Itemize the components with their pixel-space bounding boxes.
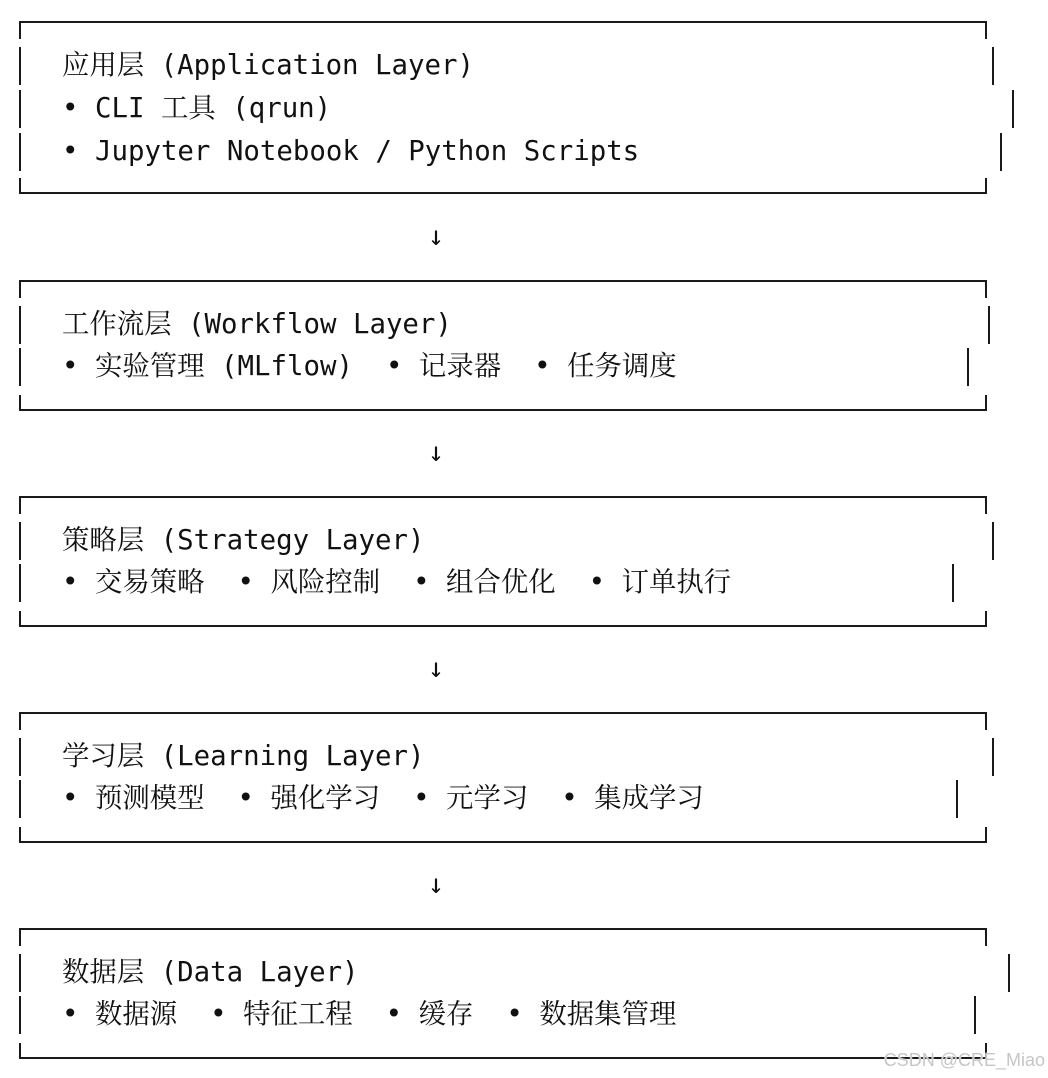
box-row [19, 89, 987, 129]
box-left-border [19, 306, 21, 344]
box-corner-bottom-right [985, 395, 987, 411]
box-corner-bottom-left [19, 1043, 21, 1059]
bullet-item [589, 567, 732, 598]
item-label: 数据集管理 [539, 999, 677, 1030]
bullet-item [534, 351, 677, 382]
bullet-item [62, 136, 639, 167]
box-row [19, 563, 987, 603]
bullet-row [62, 779, 704, 819]
box-corner-top-right [985, 712, 987, 730]
bullet-glyph: • [210, 999, 227, 1030]
box-corner-top-left [19, 928, 21, 946]
bullet-glyph: • [62, 93, 79, 124]
bullet-glyph: • [588, 567, 606, 598]
box-corner-bottom-left [19, 611, 21, 627]
box-corner-top-right [985, 280, 987, 298]
box-right-border [988, 306, 990, 344]
data-layer-title: 数据层 (Data Layer) [62, 957, 359, 988]
box-bottom-border [19, 192, 987, 194]
box-row [19, 46, 987, 86]
box-right-border [974, 996, 976, 1034]
bullet-item [62, 999, 177, 1030]
box-corner-top-right [985, 496, 987, 514]
application-layer-title: 应用层 (Application Layer) [62, 50, 474, 81]
bullet-glyph: • [62, 999, 79, 1030]
item-label: 风险控制 [270, 567, 381, 598]
box-left-border [19, 954, 21, 992]
bullet-glyph: • [385, 351, 403, 382]
box-left-border [19, 522, 21, 560]
box-corner-top-right [985, 21, 987, 39]
bullet-glyph: • [62, 783, 79, 814]
bullet-glyph: • [62, 351, 79, 382]
bullet-item [561, 783, 704, 814]
box-left-border [19, 90, 21, 128]
bullet-row [62, 132, 639, 172]
box-row [19, 521, 987, 561]
strategy-layer-box [19, 496, 987, 627]
box-left-border [19, 780, 21, 818]
box-right-border [967, 348, 969, 386]
application-layer-box [19, 21, 987, 194]
bullet-glyph: • [237, 783, 255, 814]
box-left-border [19, 47, 21, 85]
bullet-item [238, 567, 381, 598]
bullet-item [413, 783, 528, 814]
bullet-glyph: • [534, 351, 551, 382]
box-bottom-border [19, 409, 987, 411]
item-label: 组合优化 [446, 567, 556, 598]
item-label: 特征工程 [243, 999, 353, 1030]
box-right-border [992, 47, 994, 85]
box-row [19, 737, 987, 777]
box-top-border [19, 712, 987, 714]
box-corner-bottom-right [985, 611, 987, 627]
item-label: CLI 工具 (qrun) [94, 93, 332, 124]
box-bottom-border [19, 1057, 987, 1059]
learning-layer-title: 学习层 (Learning Layer) [62, 741, 425, 772]
box-right-border [956, 780, 958, 818]
item-label: 交易策略 [94, 567, 205, 598]
bullet-glyph: • [413, 783, 430, 814]
box-corner-top-right [985, 928, 987, 946]
bullet-item [506, 999, 676, 1030]
bullet-item [413, 567, 556, 598]
bullet-item [210, 999, 353, 1030]
box-right-border [1000, 133, 1002, 171]
box-bottom-border [19, 625, 987, 627]
box-row [19, 779, 987, 819]
down-arrow-icon: ↓ [427, 221, 445, 252]
item-label: 实验管理 (MLflow) [94, 351, 353, 382]
item-label: 强化学习 [270, 783, 381, 814]
box-row [19, 953, 987, 993]
bullet-glyph: • [506, 999, 523, 1030]
workflow-layer-box [19, 280, 987, 411]
item-label: 任务调度 [567, 351, 677, 382]
bullet-glyph: • [62, 567, 79, 598]
box-left-border [19, 564, 21, 602]
bullet-row [62, 347, 677, 387]
bullet-glyph: • [385, 999, 403, 1030]
box-left-border [19, 348, 21, 386]
bullet-item [62, 351, 353, 382]
bullet-item [386, 351, 501, 382]
bullet-glyph: • [561, 783, 578, 814]
bullet-glyph: • [237, 567, 255, 598]
bullet-glyph: • [62, 136, 79, 167]
item-label: 记录器 [418, 351, 502, 382]
bullet-item [62, 93, 331, 124]
box-top-border [19, 496, 987, 498]
down-arrow-icon: ↓ [427, 437, 445, 468]
box-right-border [952, 564, 954, 602]
box-corner-bottom-left [19, 827, 21, 843]
box-right-border [992, 522, 994, 560]
bullet-item [62, 567, 205, 598]
box-top-border [19, 928, 987, 930]
box-right-border [1008, 954, 1010, 992]
bullet-glyph: • [413, 567, 430, 598]
box-corner-top-left [19, 21, 21, 39]
bullet-item [386, 999, 474, 1030]
box-corner-bottom-left [19, 395, 21, 411]
box-corner-bottom-left [19, 178, 21, 194]
box-left-border [19, 133, 21, 171]
box-corner-bottom-right [985, 827, 987, 843]
box-corner-top-left [19, 712, 21, 730]
bullet-row [62, 563, 731, 603]
box-corner-bottom-right [985, 178, 987, 194]
bullet-row [62, 995, 676, 1035]
item-label: 预测模型 [94, 783, 205, 814]
box-right-border [992, 738, 994, 776]
box-row [19, 305, 987, 345]
box-bottom-border [19, 841, 987, 843]
box-corner-top-left [19, 280, 21, 298]
box-top-border [19, 280, 987, 282]
box-row [19, 132, 987, 172]
item-label: 元学习 [446, 783, 529, 814]
watermark: CSDN @CRE_Miao [883, 1050, 1045, 1070]
bullet-item [238, 783, 381, 814]
item-label: Jupyter Notebook / Python Scripts [94, 136, 640, 167]
box-row [19, 995, 987, 1035]
bullet-item [62, 783, 205, 814]
item-label: 数据源 [94, 999, 178, 1030]
strategy-layer-title: 策略层 (Strategy Layer) [62, 525, 425, 556]
bullet-row [62, 89, 331, 129]
learning-layer-box [19, 712, 987, 843]
box-corner-top-left [19, 496, 21, 514]
box-left-border [19, 738, 21, 776]
item-label: 订单执行 [621, 567, 732, 598]
data-layer-box [19, 928, 987, 1059]
box-right-border [1012, 90, 1014, 128]
box-top-border [19, 21, 987, 23]
item-label: 集成学习 [594, 783, 704, 814]
box-row [19, 347, 987, 387]
down-arrow-icon: ↓ [427, 653, 445, 684]
down-arrow-icon: ↓ [427, 869, 445, 900]
item-label: 缓存 [418, 999, 474, 1030]
workflow-layer-title: 工作流层 (Workflow Layer) [62, 309, 452, 340]
box-left-border [19, 996, 21, 1034]
